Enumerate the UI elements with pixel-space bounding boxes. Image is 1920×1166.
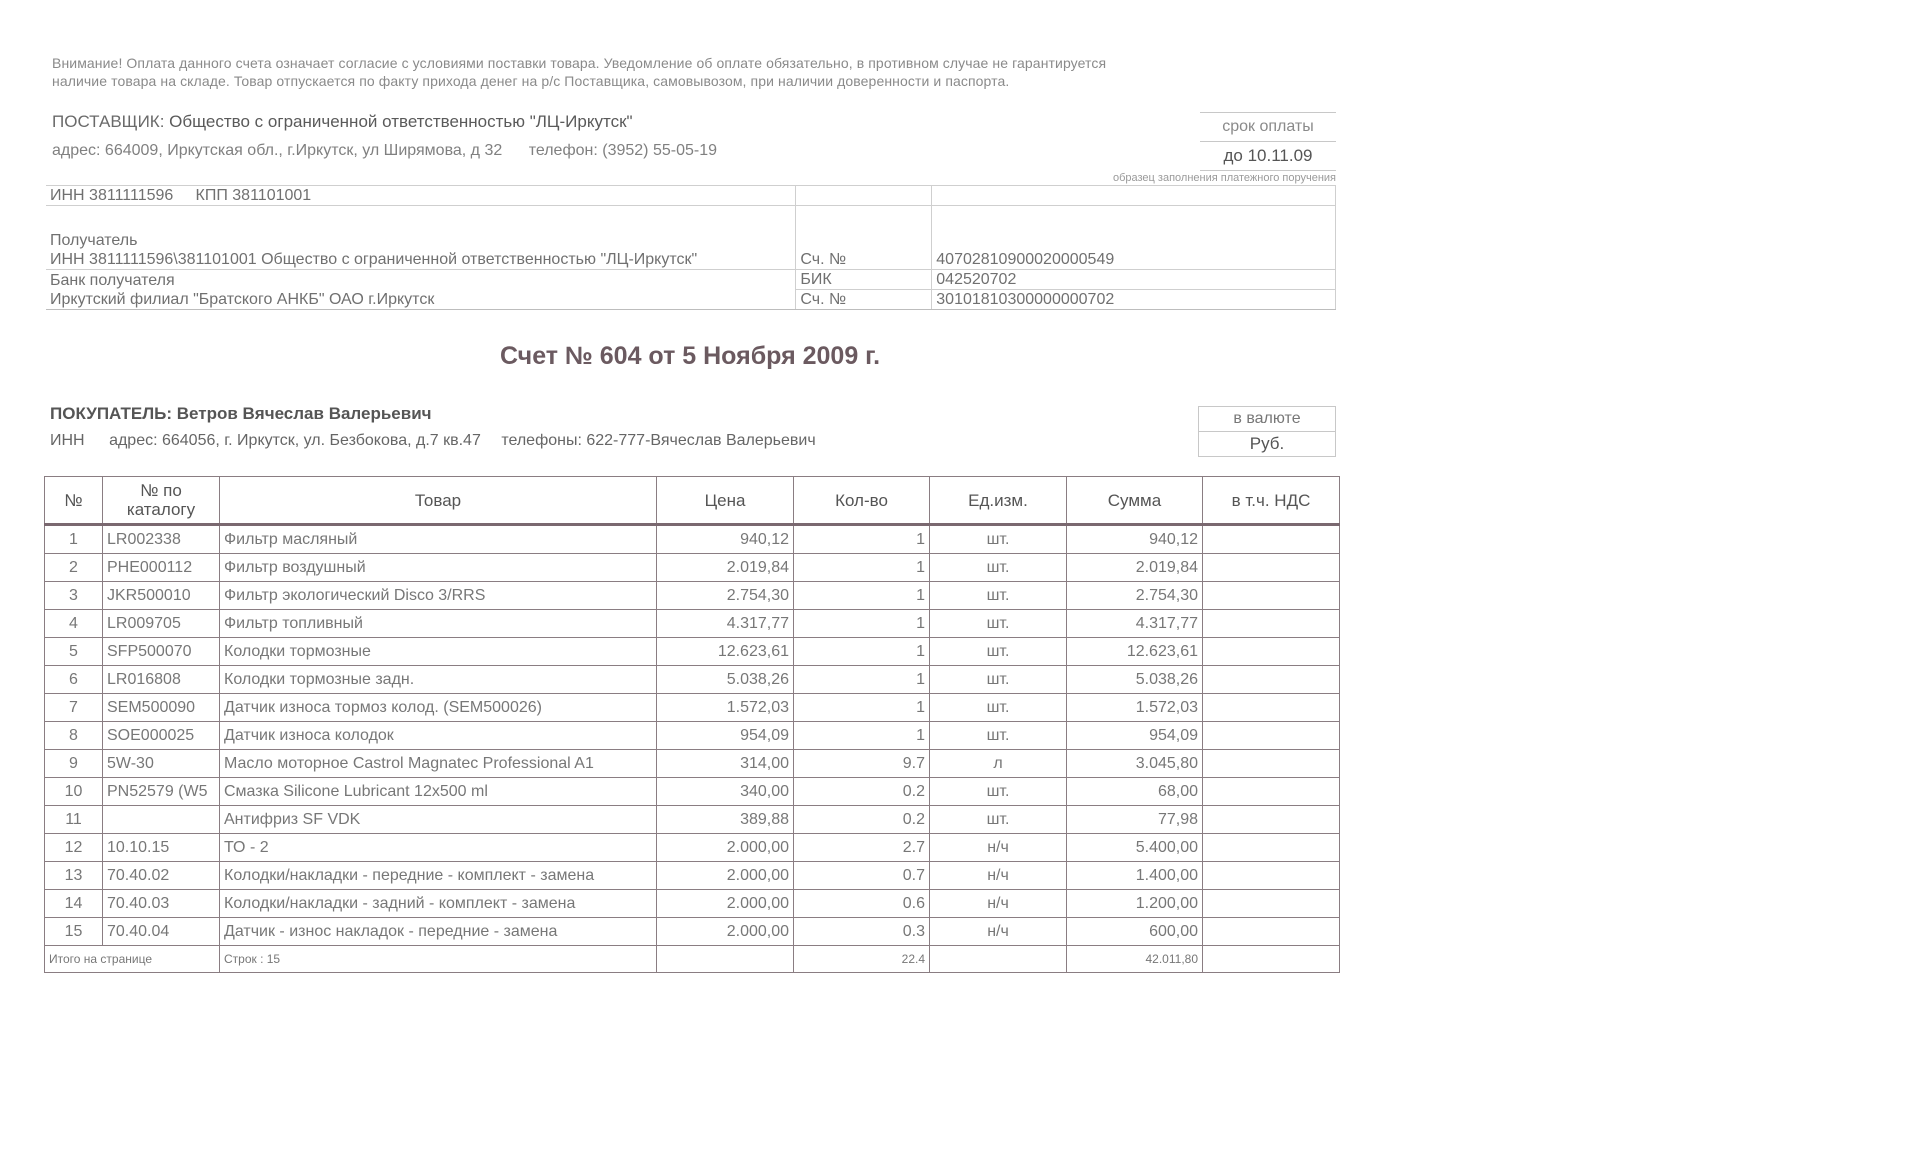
cell-row-number: 4: [45, 610, 103, 638]
bank-value: Иркутский филиал "Братского АНКБ" ОАО г.Иркутск: [46, 290, 796, 310]
cell-vat: [1203, 694, 1340, 722]
supplier-header: [52, 112, 633, 132]
supplier-phone: телефон: (3952) 55-05-19: [528, 142, 717, 159]
table-row: [45, 554, 1340, 582]
buyer-header: [50, 404, 432, 424]
cell-row-number: 1: [45, 525, 103, 554]
bank-label: Банк получателя: [46, 270, 796, 290]
supplier-address-line: [52, 142, 717, 160]
buyer-inn-label: ИНН: [50, 432, 85, 449]
account-value: 40702810900020000549: [932, 206, 1336, 270]
cell-sum: 1.200,00: [1067, 890, 1203, 918]
cell-quantity: 1: [794, 525, 930, 554]
cell-unit: н/ч: [930, 918, 1067, 946]
cell-price: 2.754,30: [657, 582, 794, 610]
cell-price: 340,00: [657, 778, 794, 806]
cell-item-name: Фильтр масляный: [220, 525, 657, 554]
cell-vat: [1203, 806, 1340, 834]
cell-unit: шт.: [930, 610, 1067, 638]
cell-quantity: 1: [794, 554, 930, 582]
supplier-name: Общество с ограниченной ответственностью "ЛЦ-Иркутск": [169, 112, 633, 131]
cell-quantity: 1: [794, 722, 930, 750]
cell-catalog-number: [103, 806, 220, 834]
currency-box: [1198, 406, 1336, 457]
cell-row-number: 2: [45, 554, 103, 582]
cell-catalog-number: JKR500010: [103, 582, 220, 610]
cell-item-name: Колодки/накладки - задний - комплект - замена: [220, 890, 657, 918]
cell-unit: н/ч: [930, 862, 1067, 890]
cell-quantity: 1: [794, 638, 930, 666]
cell-price: 2.000,00: [657, 890, 794, 918]
table-row: [45, 694, 1340, 722]
table-total-row: [45, 946, 1340, 973]
cell-sum: 2.754,30: [1067, 582, 1203, 610]
cell-sum: 5.038,26: [1067, 666, 1203, 694]
cell-unit: шт.: [930, 554, 1067, 582]
table-row: [45, 918, 1340, 946]
table-row: [45, 638, 1340, 666]
cell-quantity: 0.6: [794, 890, 930, 918]
cell-vat: [1203, 778, 1340, 806]
account-label: Сч. №: [796, 206, 932, 270]
cell-price: 5.038,26: [657, 666, 794, 694]
total-rows-count: Строк : 15: [220, 946, 657, 973]
cell-vat: [1203, 918, 1340, 946]
cell-quantity: 0.7: [794, 862, 930, 890]
cell-sum: 2.019,84: [1067, 554, 1203, 582]
bik-label: БИК: [796, 270, 932, 290]
cell-row-number: 9: [45, 750, 103, 778]
cell-price: 2.000,00: [657, 834, 794, 862]
cell-sum: 940,12: [1067, 525, 1203, 554]
cell-sum: 12.623,61: [1067, 638, 1203, 666]
cell-item-name: Датчик - износ накладок - передние - замена: [220, 918, 657, 946]
cell-unit: шт.: [930, 722, 1067, 750]
cell-catalog-number: 70.40.02: [103, 862, 220, 890]
table-row: [45, 722, 1340, 750]
cell-unit: н/ч: [930, 890, 1067, 918]
cell-catalog-number: SOE000025: [103, 722, 220, 750]
cell-catalog-number: SFP500070: [103, 638, 220, 666]
cell-item-name: Масло моторное Castrol Magnatec Professional A1: [220, 750, 657, 778]
table-row: [45, 834, 1340, 862]
cell-sum: 77,98: [1067, 806, 1203, 834]
inn-kpp: ИНН 3811111596 КПП 381101001: [46, 186, 796, 206]
payment-due-box: [1200, 112, 1336, 171]
table-row: [45, 610, 1340, 638]
cell-item-name: Колодки/накладки - передние - комплект - замена: [220, 862, 657, 890]
cell-price: 12.623,61: [657, 638, 794, 666]
cell-row-number: 5: [45, 638, 103, 666]
cell-row-number: 6: [45, 666, 103, 694]
bik-value: 042520702: [932, 270, 1336, 290]
payment-order-sample-note: образец заполнения платежного поручения: [1112, 172, 1336, 184]
cell-row-number: 7: [45, 694, 103, 722]
table-row: [45, 862, 1340, 890]
notice-line-1: Внимание! Оплата данного счета означает согласие с условиями поставки товара. Уведомление об оплате обязательно, в противном случае не гарантируется: [52, 55, 1107, 71]
cell-catalog-number: LR009705: [103, 610, 220, 638]
cell-catalog-number: 5W-30: [103, 750, 220, 778]
cell-item-name: Фильтр воздушный: [220, 554, 657, 582]
cell-catalog-number: SEM500090: [103, 694, 220, 722]
table-header-row: [45, 477, 1340, 525]
cell-sum: 1.572,03: [1067, 694, 1203, 722]
cell-price: 2.000,00: [657, 918, 794, 946]
cell-row-number: 14: [45, 890, 103, 918]
cell-unit: н/ч: [930, 834, 1067, 862]
total-qty: 22.4: [794, 946, 930, 973]
cell-quantity: 1: [794, 582, 930, 610]
cell-catalog-number: 70.40.04: [103, 918, 220, 946]
cell-catalog-number: LR002338: [103, 525, 220, 554]
cell-price: 954,09: [657, 722, 794, 750]
cell-row-number: 13: [45, 862, 103, 890]
cell-sum: 954,09: [1067, 722, 1203, 750]
cell-price: 1.572,03: [657, 694, 794, 722]
cell-unit: шт.: [930, 525, 1067, 554]
cell-row-number: 15: [45, 918, 103, 946]
total-sum: 42.011,80: [1067, 946, 1203, 973]
cell-unit: шт.: [930, 806, 1067, 834]
cell-catalog-number: PN52579 (W5: [103, 778, 220, 806]
supplier-address: адрес: 664009, Иркутская обл., г.Иркутск, ул Ширямова, д 32: [52, 142, 503, 159]
cell-item-name: Фильтр топливный: [220, 610, 657, 638]
cell-vat: [1203, 666, 1340, 694]
invoice-items-table: [44, 476, 1340, 973]
cell-quantity: 1: [794, 610, 930, 638]
cell-sum: 4.317,77: [1067, 610, 1203, 638]
buyer-name: Ветров Вячеслав Валерьевич: [176, 404, 432, 423]
cell-unit: шт.: [930, 582, 1067, 610]
table-row: [45, 778, 1340, 806]
cell-row-number: 8: [45, 722, 103, 750]
cell-vat: [1203, 638, 1340, 666]
cell-row-number: 12: [45, 834, 103, 862]
bank-details-table: [46, 185, 1336, 310]
cell-catalog-number: LR016808: [103, 666, 220, 694]
cell-vat: [1203, 890, 1340, 918]
cell-unit: шт.: [930, 638, 1067, 666]
col-header-vat: в т.ч. НДС: [1203, 477, 1340, 525]
cell-row-number: 11: [45, 806, 103, 834]
supplier-label: ПОСТАВЩИК:: [52, 112, 165, 131]
cell-quantity: 0.2: [794, 778, 930, 806]
payment-notice: [52, 54, 1352, 90]
table-row: [45, 666, 1340, 694]
cell-vat: [1203, 525, 1340, 554]
cell-row-number: 3: [45, 582, 103, 610]
col-header-number: №: [45, 477, 103, 525]
payment-due-value: до 10.11.09: [1200, 142, 1336, 171]
cell-quantity: 9.7: [794, 750, 930, 778]
cell-sum: 5.400,00: [1067, 834, 1203, 862]
currency-label: в валюте: [1199, 407, 1335, 432]
buyer-address: адрес: 664056, г. Иркутск, ул. Безбокова, д.7 кв.47: [109, 432, 481, 449]
table-row: [45, 525, 1340, 554]
cell-item-name: Датчик износа тормоз колод. (SEM500026): [220, 694, 657, 722]
invoice-title: Счет № 604 от 5 Ноября 2009 г.: [499, 342, 881, 370]
cell-quantity: 1: [794, 694, 930, 722]
cell-quantity: 0.3: [794, 918, 930, 946]
cell-sum: 3.045,80: [1067, 750, 1203, 778]
payment-due-label: срок оплаты: [1200, 113, 1336, 142]
cell-item-name: ТО - 2: [220, 834, 657, 862]
cell-quantity: 1: [794, 666, 930, 694]
buyer-label: ПОКУПАТЕЛЬ:: [50, 404, 172, 423]
buyer-phones: телефоны: 622-777-Вячеслав Валерьевич: [501, 432, 816, 449]
buyer-address-line: [50, 432, 816, 450]
cell-vat: [1203, 750, 1340, 778]
cell-sum: 600,00: [1067, 918, 1203, 946]
table-row: [45, 582, 1340, 610]
cell-row-number: 10: [45, 778, 103, 806]
recipient-cell: [46, 206, 796, 270]
col-header-catalog: № по каталогу: [103, 477, 220, 525]
cell-item-name: Фильтр экологический Disco 3/RRS: [220, 582, 657, 610]
cell-item-name: Антифриз SF VDK: [220, 806, 657, 834]
cell-sum: 68,00: [1067, 778, 1203, 806]
cell-item-name: Колодки тормозные: [220, 638, 657, 666]
cell-item-name: Датчик износа колодок: [220, 722, 657, 750]
cell-price: 2.019,84: [657, 554, 794, 582]
cell-price: 4.317,77: [657, 610, 794, 638]
cell-price: 940,12: [657, 525, 794, 554]
cell-vat: [1203, 554, 1340, 582]
cell-quantity: 0.2: [794, 806, 930, 834]
currency-value: Руб.: [1249, 434, 1285, 453]
total-label: Итого на странице: [45, 946, 220, 973]
cell-sum: 1.400,00: [1067, 862, 1203, 890]
corr-account-label: Сч. №: [796, 290, 932, 310]
cell-vat: [1203, 834, 1340, 862]
col-header-price: Цена: [657, 477, 794, 525]
notice-line-2: наличие товара на складе. Товар отпускается по факту прихода денег на р/с Поставщика, самовывозом, при наличии доверенности и паспорта.: [52, 73, 1010, 89]
cell-catalog-number: 10.10.15: [103, 834, 220, 862]
recipient-label: Получатель: [50, 232, 138, 249]
table-row: [45, 890, 1340, 918]
cell-item-name: Смазка Silicone Lubricant 12x500 ml: [220, 778, 657, 806]
cell-vat: [1203, 862, 1340, 890]
cell-vat: [1203, 722, 1340, 750]
cell-item-name: Колодки тормозные задн.: [220, 666, 657, 694]
recipient-value: ИНН 3811111596\381101001 Общество с ограниченной ответственностью "ЛЦ-Иркутск": [50, 251, 698, 268]
cell-unit: шт.: [930, 778, 1067, 806]
cell-catalog-number: PHE000112: [103, 554, 220, 582]
cell-quantity: 2.7: [794, 834, 930, 862]
table-row: [45, 750, 1340, 778]
cell-catalog-number: 70.40.03: [103, 890, 220, 918]
col-header-unit: Ед.изм.: [930, 477, 1067, 525]
col-header-sum: Сумма: [1067, 477, 1203, 525]
corr-account-value: 30101810300000000702: [932, 290, 1336, 310]
cell-unit: л: [930, 750, 1067, 778]
col-header-qty: Кол-во: [794, 477, 930, 525]
cell-vat: [1203, 582, 1340, 610]
cell-unit: шт.: [930, 694, 1067, 722]
cell-vat: [1203, 610, 1340, 638]
cell-price: 314,00: [657, 750, 794, 778]
cell-unit: шт.: [930, 666, 1067, 694]
table-row: [45, 806, 1340, 834]
cell-price: 2.000,00: [657, 862, 794, 890]
col-header-item: Товар: [220, 477, 657, 525]
cell-price: 389,88: [657, 806, 794, 834]
